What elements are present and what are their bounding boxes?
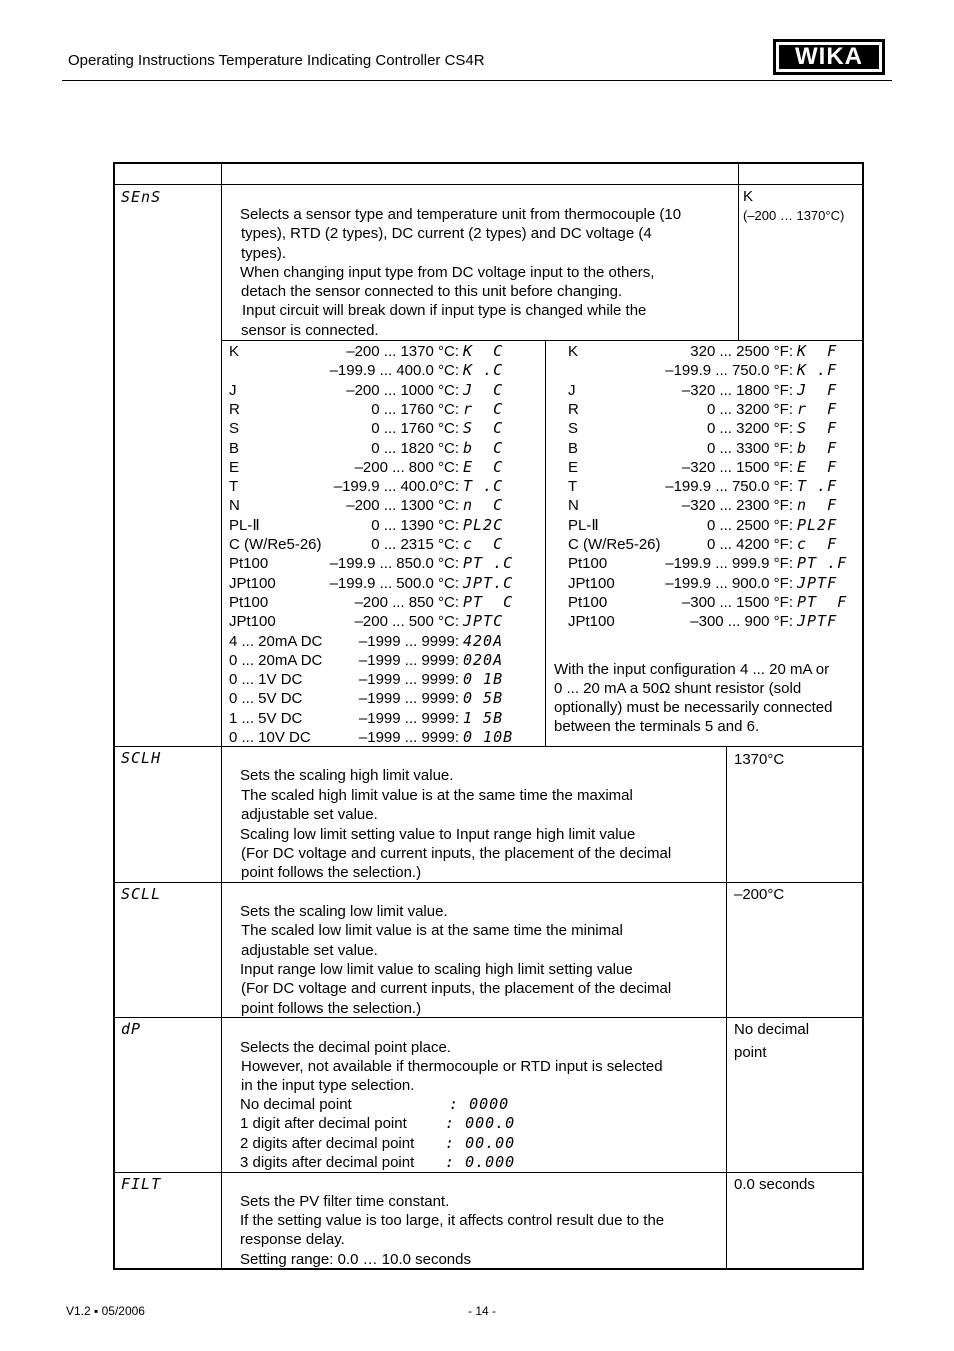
sensor-display-code: JPT.C — [463, 573, 514, 592]
sensor-range: –320 ... 2300 °F: — [681, 497, 793, 515]
sensor-type-name: 0 ... 20mA DC — [229, 651, 323, 669]
sensor-range: –200 ... 850 °C: — [354, 593, 459, 611]
desc-line: detach the sensor connected to this unit before changing. — [241, 283, 623, 300]
decimal-option-label: 2 digits after decimal point — [240, 1135, 415, 1152]
filt-default: 0.0 seconds — [734, 1176, 815, 1193]
scll-code: SCLL — [121, 885, 162, 903]
desc-line: (For DC voltage and current inputs, the placement of the decimal — [241, 980, 672, 997]
sensor-display-code: K C — [463, 342, 504, 360]
sensor-range: –300 ... 1500 °F: — [681, 593, 793, 611]
sensor-range: –199.9 ... 500.0 °C: — [329, 574, 459, 592]
row-rule — [113, 1017, 864, 1018]
sens-code: SEnS — [121, 188, 162, 206]
sensor-type-name: E — [568, 458, 579, 476]
sensor-range: 0 ... 2500 °F: — [706, 516, 793, 534]
sensor-range: –1999 ... 9999: — [358, 671, 459, 689]
desc-line: types). — [241, 245, 287, 262]
sensor-type-name: B — [229, 439, 240, 457]
sensor-display-code: 0 1B — [463, 670, 504, 689]
sensor-range: 0 ... 3300 °F: — [706, 439, 793, 457]
sensor-display-code: K .C — [463, 361, 504, 380]
desc-line: The scaled low limit value is at the same time the minimal — [241, 922, 623, 939]
sensor-range: –320 ... 1500 °F: — [681, 458, 793, 476]
sensor-type-name: JPt100 — [229, 613, 276, 631]
sensor-display-code: S F — [797, 419, 838, 438]
sensor-type-name: Pt100 — [568, 555, 608, 573]
decimal-option-label: 1 digit after decimal point — [240, 1115, 407, 1132]
desc-line: If the setting value is too large, it affects control result due to the — [240, 1212, 665, 1229]
desc-line: types), RTD (2 types), DC current (2 types) and DC voltage (4 — [241, 225, 652, 242]
sens-default: K — [743, 188, 754, 205]
sensor-type-name: N — [568, 497, 579, 515]
sensor-type-name: J — [568, 381, 576, 399]
sensor-type-name: T — [568, 478, 578, 496]
sensor-range: 0 ... 1820 °C: — [371, 439, 459, 457]
sensor-type-name: K — [568, 343, 579, 360]
desc-line: in the input type selection. — [241, 1077, 415, 1094]
desc-line: Sets the scaling low limit value. — [240, 903, 448, 920]
sensor-range: –200 ... 1370 °C: — [346, 343, 459, 360]
sensor-display-code: n F — [797, 496, 838, 515]
desc-line: response delay. — [240, 1231, 345, 1248]
sclh-default: 1370°C — [734, 751, 785, 768]
decimal-option-code: : 0.000 — [445, 1153, 516, 1171]
sensor-range: 0 ... 3200 °F: — [706, 420, 793, 438]
desc-line: point follows the selection.) — [241, 1000, 422, 1017]
desc-line: sensor is connected. — [241, 322, 379, 339]
desc-line: adjustable set value. — [241, 806, 378, 823]
sensor-type-name: 0 ... 10V DC — [229, 729, 311, 746]
sensor-display-code: JPTF — [797, 573, 838, 592]
sensor-display-code: PL2F — [797, 515, 838, 534]
sensor-range: 0 ... 4200 °F: — [706, 536, 793, 553]
sensor-display-code: K .F — [797, 361, 838, 380]
sensor-range: 0 ... 2315 °C: — [371, 536, 459, 553]
sensor-display-code: 420A — [463, 631, 504, 650]
dp-code: dP — [121, 1020, 142, 1038]
sensor-range: –1999 ... 9999: — [358, 690, 459, 708]
desc-line: Input circuit will break down if input type is changed while the — [242, 302, 647, 319]
sensor-range: 0 ... 3200 °F: — [706, 400, 793, 418]
desc-line: Selects a sensor type and temperature unit from thermocouple (10 — [240, 206, 682, 223]
wika-logo-text: WIKA — [779, 45, 879, 69]
sensor-display-code: K F — [797, 342, 838, 360]
decimal-option-label: 3 digits after decimal point — [240, 1154, 415, 1171]
sensor-range: –200 ... 1000 °C: — [346, 381, 459, 399]
sensor-display-code: r F — [797, 399, 838, 418]
sensor-range: –199.9 ... 900.0 °F: — [665, 574, 793, 592]
sensor-display-code: PL2C — [463, 515, 504, 534]
sensor-type-name: N — [229, 497, 240, 515]
sensor-type-name: S — [229, 420, 240, 438]
sensor-type-name: E — [229, 458, 240, 476]
sensor-range: –199.9 ... 999.9 °F: — [665, 555, 793, 573]
note-line: 0 ... 20 mA a 50Ω shunt resistor (sold — [554, 680, 802, 697]
note-line: between the terminals 5 and 6. — [554, 718, 760, 735]
sensor-type-name: J — [229, 381, 237, 399]
sensor-type-name: K — [229, 343, 240, 360]
sensor-range: –1999 ... 9999: — [358, 709, 459, 727]
decimal-option-code: : 000.0 — [445, 1114, 516, 1132]
column-rule — [221, 162, 222, 1270]
sensor-range: 0 ... 1760 °C: — [371, 420, 459, 438]
dp-default: No decimal — [734, 1021, 810, 1038]
sensor-range: –1999 ... 9999: — [358, 729, 459, 746]
decimal-option-label: No decimal point — [240, 1096, 352, 1113]
desc-line: The scaled high limit value is at the same time the maximal — [241, 787, 633, 804]
sensor-display-code: b F — [797, 438, 838, 457]
desc-line: Setting range: 0.0 … 10.0 seconds — [240, 1251, 471, 1268]
column-rule — [738, 162, 739, 341]
sensor-range: –199.9 ... 850.0 °C: — [329, 555, 459, 573]
desc-line: (For DC voltage and current inputs, the placement of the decimal — [241, 845, 672, 862]
filt-code: FILT — [121, 1175, 162, 1193]
sensor-range: –1999 ... 9999: — [358, 651, 459, 669]
sensor-type-name: 0 ... 1V DC — [229, 671, 303, 689]
sensor-display-code: 020A — [463, 650, 504, 669]
sensor-display-code: T .F — [797, 477, 838, 496]
desc-line: Sets the PV filter time constant. — [240, 1193, 450, 1210]
dp-default-line2: point — [734, 1044, 767, 1061]
decimal-option-display: 0.000 — [465, 1153, 516, 1171]
desc-line: Sets the scaling high limit value. — [240, 767, 454, 784]
sensor-type-name: B — [568, 439, 579, 457]
sensor-display-code: JPTF — [797, 612, 838, 631]
sensor-range: –200 ... 1300 °C: — [346, 497, 459, 515]
footer-version: V1.2 ▪ 05/2006 — [66, 1304, 145, 1318]
sensor-type-name: Pt100 — [568, 593, 608, 611]
sensor-display-code: J F — [797, 380, 838, 399]
sensor-range: –200 ... 800 °C: — [354, 458, 459, 476]
sclh-code: SCLH — [121, 749, 162, 767]
decimal-option-display: 000.0 — [465, 1114, 516, 1132]
header-rule — [62, 80, 892, 81]
desc-line: When changing input type from DC voltage input to the others, — [240, 264, 655, 281]
decimal-option-code: : 0000 — [449, 1095, 510, 1113]
sensor-display-code: n C — [463, 496, 504, 515]
sensor-display-code: 0 5B — [463, 689, 504, 708]
sensor-type-name: JPt100 — [229, 574, 276, 592]
footer-page-number: - 14 - — [468, 1304, 497, 1318]
sensor-display-code: r C — [463, 399, 504, 418]
sensor-type-name: S — [568, 420, 579, 438]
note-line: With the input configuration 4 ... 20 mA or — [554, 661, 830, 678]
desc-line: Scaling low limit setting value to Input range high limit value — [240, 826, 636, 843]
row-rule — [113, 746, 864, 747]
sensor-range: –300 ... 900 °F: — [690, 613, 793, 631]
sensor-type-name: R — [229, 400, 240, 418]
sensor-type-name: JPt100 — [568, 574, 615, 592]
sensor-range: –1999 ... 9999: — [358, 632, 459, 650]
sensor-range: 320 ... 2500 °F: — [690, 343, 793, 360]
sensor-display-code: S C — [463, 419, 504, 438]
sensor-display-code: PT C — [463, 592, 514, 611]
sensor-display-code: PT F — [797, 592, 848, 611]
sensor-type-name: JPt100 — [568, 613, 615, 631]
row-rule — [113, 1172, 864, 1173]
sensor-display-code: PT .F — [797, 554, 848, 573]
sensor-display-code: E F — [797, 457, 838, 476]
sensor-range: –200 ... 500 °C: — [354, 613, 459, 631]
sensor-display-code: 1 5B — [463, 708, 504, 727]
desc-line: Input range low limit value to scaling high limit setting value — [240, 961, 633, 978]
sensor-type-name: PL-Ⅱ — [229, 516, 260, 534]
sensor-display-code: 0 10B — [463, 728, 514, 746]
page-header-title: Operating Instructions Temperature Indicating Controller CS4R — [68, 52, 485, 69]
sensor-range: –199.9 ... 400.0°C: — [333, 478, 459, 496]
sensor-range: 0 ... 1760 °C: — [371, 400, 459, 418]
column-rule — [545, 340, 546, 747]
sensor-type-name: PL-Ⅱ — [568, 516, 599, 534]
sensor-display-code: JPTC — [463, 612, 504, 631]
sensor-range: –199.9 ... 400.0 °C: — [329, 362, 459, 380]
sensor-type-name: C (W/Re5-26) — [229, 536, 322, 553]
sensor-display-code: c F — [797, 535, 838, 553]
row-rule — [113, 882, 864, 883]
sensor-display-code: b C — [463, 438, 504, 457]
note-line: optionally) must be necessarily connected — [554, 699, 833, 716]
decimal-option-code: : 00.00 — [445, 1134, 516, 1152]
sensor-display-code: PT .C — [463, 554, 514, 573]
sensor-type-name: Pt100 — [229, 593, 269, 611]
sensor-display-code: E C — [463, 457, 504, 476]
sensor-display-code: J C — [463, 380, 504, 399]
decimal-option-display: 0000 — [469, 1095, 510, 1113]
desc-line: However, not available if thermocouple or RTD input is selected — [241, 1058, 663, 1075]
sens-default-range: (–200 … 1370°C) — [743, 208, 845, 223]
sensor-range: –199.9 ... 750.0 °F: — [665, 362, 793, 380]
decimal-option-display: 00.00 — [465, 1134, 516, 1152]
sensor-type-name: Pt100 — [229, 555, 269, 573]
sensor-type-name: 4 ... 20mA DC — [229, 632, 323, 650]
sensor-type-name: C (W/Re5-26) — [568, 536, 661, 553]
desc-line: adjustable set value. — [241, 942, 378, 959]
desc-line: point follows the selection.) — [241, 864, 422, 881]
sensor-type-name: 0 ... 5V DC — [229, 690, 303, 708]
desc-line: Selects the decimal point place. — [240, 1039, 451, 1056]
sensor-display-code: T .C — [463, 477, 504, 496]
sensor-range: 0 ... 1390 °C: — [371, 516, 459, 534]
sensor-range: –320 ... 1800 °F: — [681, 381, 793, 399]
table-header-rule — [113, 184, 864, 185]
sensor-type-name: T — [229, 478, 239, 496]
sensor-display-code: c C — [463, 535, 504, 553]
column-rule — [726, 746, 727, 1270]
scll-default: –200°C — [734, 886, 785, 903]
sensor-type-name: R — [568, 400, 579, 418]
wika-logo — [773, 39, 885, 75]
sensor-type-name: 1 ... 5V DC — [229, 709, 303, 727]
sensor-range: –199.9 ... 750.0 °F: — [665, 478, 793, 496]
